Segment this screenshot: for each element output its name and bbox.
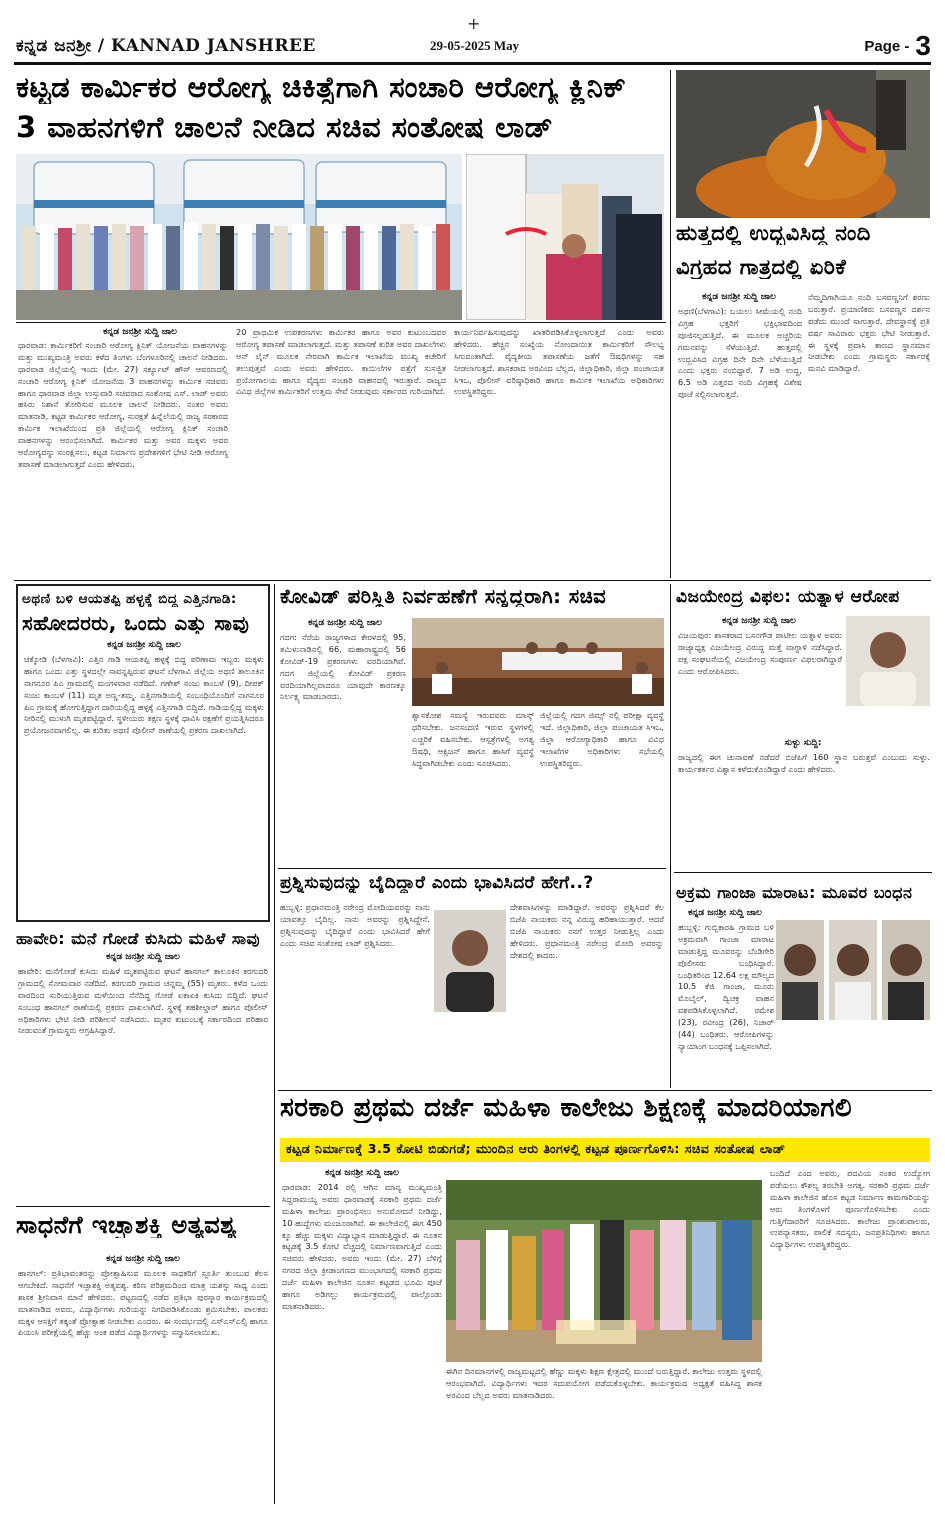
college-byline: ಕನ್ನಡ ಜನಶ್ರೀ ಸುದ್ದಿ ಜಾಲ	[325, 1168, 399, 1178]
college-body-right: ಬಂದಿದೆ ಎಂದ ಅವರು, ಪದವಿಯ ನಂತರ ಉದ್ಯೋಗ ಪಡೆಯಲು ಕೌಶಲ್ಯ ತರಬೇತಿ ಅಗತ್ಯ. ಸರಕಾರಿ ಪ್ರಥಮ ದರ್ಜೆ ಮಹಿಳಾ ಕಾಲೇಜಿನ ಹೊಸ ಕಟ್ಟಡ ನಿರ್ಮಾಣ ಕಾಮಗಾರಿಯನ್ನು ಆರು ತಿಂಗಳೊಳಗೆ ಪೂರ್ಣಗೊಳಿಸಬೇಕು ಎಂದು ಗುತ್ತಿಗೆದಾರರಿಗೆ ಸೂಚಿಸಿದರು. ಕಾಲೇಜು ಪ್ರಾಂಶುಪಾಲರು, ಉಪನ್ಯಾಸಕರು, ಪಾಲಿಕೆ ಸದಸ್ಯರು, ಜನಪ್ರತಿನಿಧಿಗಳು ಹಾಗೂ ವಿದ್ಯಾರ್ಥಿಗಳು ಉಪಸ್ಥಿತರಿದ್ದರು.	[770, 1168, 930, 1250]
haveri-headline: ಹಾವೇರಿ: ಮನೆ ಗೋಡೆ ಕುಸಿದು ಮಹಿಳೆ ಸಾವು	[16, 930, 261, 948]
section-rule-4	[674, 872, 932, 873]
college-subhead: ಕಟ್ಟಡ ನಿರ್ಮಾಣಕ್ಕೆ 3.5 ಕೋಟಿ ಬಿಡುಗಡೆ; ಮುಂದಿನ ಆರು ತಿಂಗಳಲ್ಲಿ ಕಟ್ಟಡ ಪೂರ್ಣಗೊಳಿಸಿ: ಸಚಿವ ಸಂತೋಷ ಲಾಡ್	[286, 1142, 786, 1156]
covid-body-col2: ಶ್ವಾಸಕೋಶ ಸಮಸ್ಯೆ ಇರುವವರು ಮಾಸ್ಕ್ ಧರಿಸಬೇಕು. ಜನಸಂದಣಿ ಇರುವ ಸ್ಥಳಗಳಲ್ಲಿ ಎಚ್ಚರಿಕೆ ವಹಿಸಬೇಕು. ಆಸ್ಪತ್ರೆಗಳಲ್ಲಿ ಅಗತ್ಯ ಔಷಧಿ, ಆಕ್ಸಿಜನ್ ಹಾಗೂ ಹಾಸಿಗೆ ವ್ಯವಸ್ಥೆ ಸಿದ್ಧವಾಗಿಡಬೇಕು ಎಂದು ಸೂಚಿಸಿದರು.	[412, 710, 534, 768]
nandi-body-col2: ನೆಮ್ಮದಿಗಾಗಿಯೂ ನಂದಿ ಬಸವಣ್ಣನಿಗೆ ಶರಣು ಬರುತ್ತಾರೆ. ಪ್ರಯಾಣಿಕರು ಬಸವಣ್ಣನ ದರ್ಶನ ಪಡೆದು ಮುಂದೆ ಸಾಗುತ್ತಾರೆ. ದೇವಸ್ಥಾನಕ್ಕೆ ಪ್ರತಿ ವರ್ಷ ಸಾವಿರಾರು ಭಕ್ತರು ಭೇಟಿ ನೀಡುತ್ತಾರೆ. ಈ ಸ್ಥಳಕ್ಕೆ ಪ್ರವಾಸಿ ತಾಣದ ಸ್ಥಾನಮಾನ ನೀಡಬೇಕು ಎಂದು ಗ್ರಾಮಸ್ಥರು ಸರ್ಕಾರಕ್ಕೆ ಮನವಿ ಮಾಡಿದ್ದಾರೆ.	[808, 292, 930, 374]
nandi-headline-2: ವಿಗ್ರಹದ ಗಾತ್ರದಲ್ಲಿ ಏರಿಕೆ	[676, 256, 847, 279]
prashne-headline: ಪ್ರಶ್ನಿಸುವುದನ್ನು ಬೈದಿದ್ದಾರೆ ಎಂದು ಭಾವಿಸಿದರೆ ಹೇಗೆ..?	[280, 874, 594, 893]
registration-mark: +	[467, 14, 481, 33]
masthead	[0, 0, 945, 62]
saadhane-headline: ಸಾಧನೆಗೆ ಇಚ್ಛಾಶಕ್ತಿ ಅತ್ಯವಶ್ಯ	[16, 1212, 238, 1239]
section-rule-1	[14, 580, 931, 581]
lead-body-col1: ಧಾರವಾಡ: ಕಾರ್ಮಿಕರಿಗೆ ಸಂಚಾರಿ ಆರೋಗ್ಯ ಕ್ಲಿನಿಕ್ ಯೋಜನೆಯ ವಾಹನಗಳನ್ನು ಮತ್ತು ಮುಖ್ಯಮಂತ್ರಿ ಅವರು ಕಳೆದ ತಿಂಗಳು ಬೆಂಗಳೂರಿನಲ್ಲಿ ಚಾಲನೆ ನೀಡಿದರು. ಧಾರವಾಡ ಜಿಲ್ಲೆಯಲ್ಲಿ ಇಂದು (ಮೇ. 27) ಸರ್ಕ್ಯೂಟ್ ಹೌಸ್ ಆವರಣದಲ್ಲಿ ಸಂಚಾರಿ ಆರೋಗ್ಯ ಕ್ಲಿನಿಕ್ ಯೋಜನೆಯ 3 ವಾಹನಗಳನ್ನು ಕಾರ್ಮಿಕ ಸಚಿವರು ಹಾಗೂ ಧಾರವಾಡ ಜಿಲ್ಲಾ ಉಸ್ತುವಾರಿ ಸಚಿವರಾದ ಸಂತೋಷ ಎಸ್. ಲಾಡ್ ಅವರು ಹಸಿರು ನಿಶಾನೆ ತೋರಿಸುವ ಮೂಲಕ ಚಾಲನೆ ನೀಡಿದರು. ನಂತರ ಅವರು ಮಾತನಾಡಿ, ಕಟ್ಟಡ ಕಾರ್ಮಿಕರ ಆರೋಗ್ಯ, ಸುರಕ್ಷತೆ ಹಿನ್ನೆಲೆಯಲ್ಲಿ ರಾಜ್ಯ ಸರಕಾರದ ಕಾರ್ಮಿಕ ಇಲಾಖೆಯಿಂದ ಪ್ರತಿ ಜಿಲ್ಲೆಯಲ್ಲಿ ಆರೋಗ್ಯ ಕ್ಲಿನಿಕ್ ಸಂಚಾರಿ ವಾಹನಗಳನ್ನು ಆರಂಭಿಸಲಾಗಿದೆ. ಕಾರ್ಮಿಕರ ಮತ್ತು ಅವರ ಮಕ್ಕಳು ಅವರ ಆರೋಗ್ಯವನ್ನು ಸಂರಕ್ಷಿಸಲು, ಕಟ್ಟಡ ನಿರ್ಮಾಣ ಪ್ರದೇಶಗಳಿಗೆ ಭೇಟಿ ನೀಡಿ ಆರೋಗ್ಯ ತಪಾಸಣೆ ಮಾಡಲಾಗುತ್ತದೆ ಎಂದು ಹೇಳಿದರು.	[18, 340, 228, 469]
vijayendra-body-2: ರಾಜ್ಯದಲ್ಲಿ ಈಗ ಚುನಾವಣೆ ನಡೆದರೆ ಬಿಜೆಪಿಗೆ 160 ಸ್ಥಾನ ಬರುತ್ತವೆ ಎಂಬುದು ಸುಳ್ಳು. ಕಾರ್ಯಕರ್ತರ ವಿಶ್ವಾಸ ಕಳೆದುಕೊಂಡಿದ್ದಾರೆ ಎಂದು ಹೇಳಿದರು.	[678, 752, 930, 774]
vijayendra-body: ವಿಜಯಪುರ: ಶಾಸಕರಾದ ಬಸನಗೌಡ ಪಾಟೀಲ ಯತ್ನಾಳ ಅವರು ರಾಜ್ಯಾಧ್ಯಕ್ಷ ವಿಜಯೇಂದ್ರ ವಿರುದ್ಧ ಮತ್ತೆ ವಾಗ್ದಾಳಿ ನಡೆಸಿದ್ದಾರೆ. ಪಕ್ಷ ಸಂಘಟನೆಯಲ್ಲಿ ವಿಜಯೇಂದ್ರ ಸಂಪೂರ್ಣ ವಿಫಲರಾಗಿದ್ದಾರೆ ಎಂದು ಆರೋಪಿಸಿದರು.	[678, 630, 842, 676]
prashne-body-right: ದೇಶವಾಸಿಗಳನ್ನು ಮಾಡಿದ್ದಾರೆ. ಅವರನ್ನು ಪ್ರಶ್ನಿಸಿದರೆ ಕೆಲ ಬಿಜೆಪಿ ನಾಯಕರು ನನ್ನ ವಿರುದ್ಧ ಹರಿಹಾಯುತ್ತಾರೆ. ಆದರೆ ಬಿಜೆಪಿ ನಾಯಕರು ನನಗೆ ಉತ್ತರ ನೀಡುತ್ತಿಲ್ಲ ಎಂದು ಹೇಳಿದರು. ಪ್ರಧಾನಮಂತ್ರಿ ನರೇಂದ್ರ ಮೋದಿ ಅವರನ್ನು ದೇಶದಲ್ಲಿ ಕಾದರು.	[510, 902, 664, 960]
prashne-body-left: ಹುಬ್ಬಳ್ಳಿ: ಪ್ರಧಾನಮಂತ್ರಿ ನರೇಂದ್ರ ಮೋದಿಯವರನ್ನು ನಾನು ಯಾವತ್ತೂ ಬೈದಿಲ್ಲ. ನಾನು ಅವರನ್ನು ಪ್ರಶ್ನಿಸಿದ್ದೇನೆ. ಪ್ರಶ್ನಿಸುವುದನ್ನು ಬೈದಿದ್ದಾರೆ ಎಂದು ಭಾವಿಸಿದರೆ ಹೇಗೆ ಎಂದು ಸಚಿವ ಸಂತೋಷ ಲಾಡ್ ಪ್ರಶ್ನಿಸಿದರು.	[280, 902, 430, 948]
lead-body-col3: ಕಾರ್ಯನಿರ್ವಹಿಸುವುದನ್ನು ಖಾತರಿಪಡಿಸಿಕೊಳ್ಳಲಾಗುತ್ತದೆ ಎಂದು ಅವರು ಹೇಳಿದರು. ಹೆಚ್ಚಿನ ಸಂಖ್ಯೆಯ ನೋಂದಾಯಿತ ಕಾರ್ಮಿಕರಿಗೆ ಸೌಲಭ್ಯ ಸಿಗುವಂತಾಗಿದೆ. ವೈದ್ಯಕೀಯ ತಪಾಸಣೆಯ ಜತೆಗೆ ಔಷಧಿಗಳನ್ನು ಸಹ ನೀಡಲಾಗುತ್ತದೆ. ಶಾಸಕರಾದ ಅರವಿಂದ ಬೆಲ್ಲದ, ಜಿಲ್ಲಾಧಿಕಾರಿ, ಜಿಲ್ಲಾ ಪಂಚಾಯತ ಸಿಇಒ, ಪೊಲೀಸ್ ವರಿಷ್ಠಾಧಿಕಾರಿ ಹಾಗೂ ಕಾರ್ಮಿಕ ಇಲಾಖೆಯ ಅಧಿಕಾರಿಗಳು ಉಪಸ್ಥಿತರಿದ್ದರು.	[454, 327, 664, 397]
lead-byline: ಕನ್ನಡ ಜನಶ್ರೀ ಸುದ್ದಿ ಜಾಲ	[103, 327, 177, 337]
saadhane-byline: ಕನ್ನಡ ಜನಶ್ರೀ ಸುದ್ದಿ ಜಾಲ	[106, 1254, 180, 1264]
newspaper-brand: ಕನ್ನಡ ಜನಶ್ರೀ / KANNAD JANSHREE	[16, 36, 316, 56]
athani-headline-2: ಸಹೋದರರು, ಒಂದು ಎತ್ತು ಸಾವು	[22, 612, 250, 634]
issue-date: 29-05-2025 May	[430, 38, 520, 53]
masthead-rule	[14, 62, 931, 65]
covid-body-col1: ಗದಗ: ನೆರೆಯ ರಾಜ್ಯಗಳಾದ ಕೇರಳದಲ್ಲಿ 95, ತಮಿಳುನಾಡಿನಲ್ಲಿ 66, ಮಹಾರಾಷ್ಟ್ರದಲ್ಲಿ 56 ಕೋವಿಡ್-19 ಪ್ರಕರಣಗಳು ವರದಿಯಾಗಿವೆ. ಗದಗ ಜಿಲ್ಲೆಯಲ್ಲಿ ಕೋವಿಡ್ ಪ್ರಕರಣ ವರದಿಯಾಗಿಲ್ಲವಾದರೂ ಯಾವುದೇ ಕಾರಣಕ್ಕೂ ನಿರ್ಲಕ್ಷ್ಯ ಮಾಡಬಾರದು.	[280, 632, 406, 702]
athani-headline-1: ಅಥಣಿ ಬಳಿ ಆಯತಪ್ಪಿ ಹಳ್ಳಕ್ಕೆ ಬಿದ್ದ ಎತ್ತಿನಗಾಡಿ:	[22, 592, 237, 607]
lead-headline-2: 3 ವಾಹನಗಳಿಗೆ ಚಾಲನೆ ನೀಡಿದ ಸಚಿವ ಸಂತೋಷ ಲಾಡ್	[16, 112, 554, 144]
lead-photo-flagoff	[466, 154, 664, 320]
athani-byline: ಕನ್ನಡ ಜನಶ್ರೀ ಸುದ್ದಿ ಜಾಲ	[107, 640, 181, 650]
column-divider-3	[670, 584, 671, 1088]
vijayendra-portrait	[846, 616, 930, 706]
covid-headline: ಕೋವಿಡ್ ಪರಿಸ್ಥಿತಿ ನಿರ್ವಹಣೆಗೆ ಸನ್ನದ್ಧರಾಗಿ: ಸಚಿವ	[280, 586, 607, 608]
column-divider-1	[670, 70, 671, 578]
ganja-headline: ಅಕ್ರಮ ಗಾಂಜಾ ಮಾರಾಟ: ಮೂವರ ಬಂಧನ	[676, 884, 913, 902]
nandi-body-col1: ಅಥಣಿ(ಬೆಳಗಾವಿ): ಬಯಲು ಸೀಮೆಯಲ್ಲಿ ನಂದಿ ವಿಗ್ರಹ ಭಕ್ತರಿಗೆ ಭಕ್ತಿಭಾವದಿಂದ ಪೂಜಿಸಲ್ಪಡುತ್ತಿದೆ. ಈ ಮೂಲಕ ಅಚ್ಚರಿಯ ಗಮನವನ್ನು ಸೆಳೆಯುತ್ತಿದೆ. ಹುತ್ತದಲ್ಲಿ ಉದ್ಭವಿಸಿದ ವಿಗ್ರಹ ದಿನೇ ದಿನೇ ಬೆಳೆಯುತ್ತಿದೆ ಎಂದು ಭಕ್ತರು ನಂಬಿದ್ದಾರೆ. 7 ಅಡಿ ಉದ್ದ, 6.5 ಅಡಿ ಎತ್ತರದ ನಂದಿ ವಿಗ್ರಹಕ್ಕೆ ವಿಶೇಷ ಪೂಜೆ ಸಲ್ಲಿಸಲಾಗುತ್ತದೆ.	[678, 306, 802, 400]
covid-byline: ಕನ್ನಡ ಜನಶ್ರೀ ಸುದ್ದಿ ಜಾಲ	[308, 618, 382, 628]
column-divider-2	[274, 584, 275, 1504]
section-rule-5	[278, 1090, 932, 1091]
college-bhoomipooja-photo	[446, 1180, 762, 1362]
lead-photo-vans	[16, 154, 462, 320]
covid-meeting-photo	[412, 618, 664, 706]
prashne-portrait	[434, 910, 506, 1012]
athani-body: ಚಿಕ್ಕೋಡಿ (ಬೆಳಗಾವಿ): ಎತ್ತಿನ ಗಾಡಿ ಆಯತಪ್ಪಿ ಹಳ್ಳಕ್ಕೆ ಬಿದ್ದ ಪರಿಣಾಮ ಇಬ್ಬರು ಮಕ್ಕಳು ಹಾಗೂ ಒಂದು ಎತ್ತು ಸ್ಥಳದಲ್ಲೇ ಸಾವನ್ನಪ್ಪಿರುವ ಘಟನೆ ಬೆಳಗಾವಿ ಜಿಲ್ಲೆಯ ಅಥಣಿ ತಾಲೂಕಿನ ನಾಗನೂರ ಪಿಎ ಗ್ರಾಮದಲ್ಲಿ ಮಂಗಳವಾರ ನಡೆದಿದೆ. ಗಣೇಶ್ ಸಂಜು ಕಾಂಬಳೆ (9), ದೀಪಕ್ ಸಂಜು ಕಾಂಬಳೆ (11) ಮೃತ ಅಣ್ಣ-ತಮ್ಮ. ಎತ್ತಿನಗಾಡಿಯಲ್ಲಿ ಸಂಬಂಧಿಯೊಂದಿಗೆ ನಾಗನೂರ ಪಿಎ ಗ್ರಾಮಕ್ಕೆ ಹೋಗುತ್ತಿದ್ದಾಗ ದಾರಿಯಲ್ಲಿದ್ದ ಹಳ್ಳಕ್ಕೆ ಎತ್ತಿನಗಾಡಿ ಬಿದ್ದಿದೆ. ಗಾಡಿಯಲ್ಲಿದ್ದ ಮಕ್ಕಳು ನೀರಿನಲ್ಲಿ ಮುಳುಗಿ ಮೃತಪಟ್ಟಿದ್ದಾರೆ. ಸ್ಥಳೀಯರು ತಕ್ಷಣ ಸ್ಥಳಕ್ಕೆ ಧಾವಿಸಿ ರಕ್ಷಣೆಗೆ ಪ್ರಯತ್ನಿಸಿದರೂ ಪ್ರಯೋಜನವಾಗಲಿಲ್ಲ. ಈ ಕುರಿತು ಅಥಣಿ ಪೊಲೀಸ್ ಠಾಣೆಯಲ್ಲಿ ಪ್ರಕರಣ ದಾಖಲಾಗಿದೆ.	[24, 654, 264, 736]
vijayendra-byline: ಕನ್ನಡ ಜನಶ್ರೀ ಸುದ್ದಿ ಜಾಲ	[722, 616, 796, 626]
college-headline: ಸರಕಾರಿ ಪ್ರಥಮ ದರ್ಜೆ ಮಹಿಳಾ ಕಾಲೇಜು ಶಿಕ್ಷಣಕ್ಕೆ ಮಾದರಿಯಾಗಲಿ	[280, 1094, 853, 1123]
haveri-byline: ಕನ್ನಡ ಜನಶ್ರೀ ಸುದ್ದಿ ಜಾಲ	[106, 952, 180, 962]
college-body-below-photo: ಈಗಿನ ದಿನಮಾನಗಳಲ್ಲಿ ರಾಜ್ಯಮಟ್ಟದಲ್ಲಿ ಹೆಣ್ಣು ಮಕ್ಕಳು ಶಿಕ್ಷಣ ಕ್ಷೇತ್ರದಲ್ಲಿ ಮುಂದೆ ಬರುತ್ತಿದ್ದಾರೆ. ಕಾಲೇಜು ಉತ್ತಮ ಸ್ಥಳದಲ್ಲಿ ಆರಂಭವಾಗಿದೆ. ವಿದ್ಯಾರ್ಥಿಗಳು ಇದರ ಸದುಪಯೋಗ ಪಡೆದುಕೊಳ್ಳಬೇಕು. ಕಾರ್ಯಕ್ರಮದ ಅಧ್ಯಕ್ಷತೆ ವಹಿಸಿದ್ದ ಶಾಸಕ ಅರವಿಂದ ಬೆಲ್ಲದ ಅವರು ಮಾತನಾಡಿದರು.	[446, 1366, 762, 1400]
lead-headline-1: ಕಟ್ಟಡ ಕಾರ್ಮಿಕರ ಆರೋಗ್ಯ ಚಿಕಿತ್ಸೆಗಾಗಿ ಸಂಚಾರಿ ಆರೋಗ್ಯ ಕ್ಲಿನಿಕ್	[16, 72, 627, 104]
section-rule-3	[278, 868, 666, 869]
ganja-byline: ಕನ್ನಡ ಜನಶ್ರೀ ಸುದ್ದಿ ಜಾಲ	[688, 908, 762, 918]
nandi-headline-1: ಹುತ್ತದಲ್ಲಿ ಉದ್ಭವಿಸಿದ್ದ ನಂದಿ	[676, 222, 871, 245]
ganja-body: ಹುಬ್ಬಳ್ಳಿ: ಗುಬ್ಬಿಕಾರಹಿ ಗ್ರಾಮದ ಬಳಿ ಅಕ್ರಮವಾಗಿ ಗಾಂಜಾ ಮಾರಾಟ ಮಾಡುತ್ತಿದ್ದ ಮೂವರನ್ನು ಬೆಂಡಿಗೇರಿ ಪೊಲೀಸರು ಬಂಧಿಸಿದ್ದಾರೆ. ಬಂಧಿತರಿಂದ 12.64 ಲಕ್ಷ ಮೌಲ್ಯದ 10.5 ಕೆಜಿ ಗಾಂಜಾ, ಮೂರು ಮೊಬೈಲ್, ದ್ವಿಚಕ್ರ ವಾಹನ ವಶಪಡಿಸಿಕೊಳ್ಳಲಾಗಿದೆ. ರಮೇಶ (23), ರವೀಂದ್ರ (26), ನಿಜಾರ್ (44) ಬಂಧಿತರು. ಆರೋಪಿಗಳನ್ನು ನ್ಯಾಯಾಂಗ ಬಂಧನಕ್ಕೆ ಒಪ್ಪಿಸಲಾಗಿದೆ.	[678, 922, 774, 1051]
nandi-photo	[676, 70, 930, 218]
ganja-accused-photos	[776, 920, 930, 1020]
page-number: 3	[915, 30, 931, 61]
section-rule-2	[16, 1206, 270, 1207]
college-body-intro: ಧಾರವಾಡ: 2014 ರಲ್ಲಿ ಆಗಿನ ಮಾನ್ಯ ಮುಖ್ಯಮಂತ್ರಿ ಸಿದ್ದರಾಮಯ್ಯ ಅವರು ಧಾರವಾಡಕ್ಕೆ ಸರಕಾರಿ ಪ್ರಥಮ ದರ್ಜೆ ಮಹಿಳಾ ಕಾಲೇಜು ಪ್ರಾರಂಭಿಸಲು ಅನುಮೋದನೆ ನೀಡಿದ್ದು, 10 ಹುದ್ದೆಗಳು ಮಂಜೂರಾಗಿವೆ. ಈ ಕಾಲೇಜಿನಲ್ಲಿ ಈಗ 450 ಕ್ಕೂ ಹೆಚ್ಚು ಮಕ್ಕಳು ವಿದ್ಯಾಭ್ಯಾಸ ಮಾಡುತ್ತಿದ್ದಾರೆ. ಈ ನೂತನ ಕಟ್ಟಡಕ್ಕೆ 3.5 ಕೋಟಿ ವೆಚ್ಚದಲ್ಲಿ ನಿರ್ಮಾಣವಾಗುತ್ತಿದೆ ಎಂದು ಸಚಿವರು ಹೇಳಿದರು. ಅವರು ಇಂದು (ಮೇ. 27) ಬೆಳಿಗ್ಗೆ ನಗರದ ಜಿಲ್ಲಾ ಕ್ರೀಡಾಂಗಣದ ಮುಂಭಾಗದಲ್ಲಿ ಸರಕಾರಿ ಪ್ರಥಮ ದರ್ಜೆ ಮಹಿಳಾ ಕಾಲೇಜಿನ ನೂತನ ಕಟ್ಟಡದ ಭೂಮಿ ಪೂಜೆ ಹಾಗೂ ಅಡಿಗಲ್ಲು ಕಾರ್ಯಕ್ರಮದಲ್ಲಿ ಪಾಲ್ಗೊಂಡು ಮಾತನಾಡಿದರು.	[282, 1182, 442, 1311]
covid-body-col3: ಜಿಲ್ಲೆಯಲ್ಲಿ ಗದಗ ಜಿಮ್ಸ್ ನಲ್ಲಿ ಪರೀಕ್ಷಾ ವ್ಯವಸ್ಥೆ ಇದೆ. ಜಿಲ್ಲಾಧಿಕಾರಿ, ಜಿಲ್ಲಾ ಪಂಚಾಯತ ಸಿಇಒ, ಜಿಲ್ಲಾ ಆರೋಗ್ಯಾಧಿಕಾರಿ ಹಾಗೂ ವಿವಿಧ ಇಲಾಖೆಗಳ ಅಧಿಕಾರಿಗಳು ಸಭೆಯಲ್ಲಿ ಉಪಸ್ಥಿತರಿದ್ದರು.	[540, 710, 664, 768]
vijayendra-subhead: ಸುಳ್ಳು ಸುದ್ದಿ:	[784, 738, 822, 748]
page-indicator: Page - 3	[864, 30, 931, 61]
saadhane-body: ಹಾನಗಲ್: ಪ್ರತಿಭಾವಂತರನ್ನು ಪ್ರೋತ್ಸಾಹಿಸುವ ಮೂಲಕ ಸಾಧಕರಿಗೆ ಸ್ಪೂರ್ತಿ ತುಂಬುವ ಕೆಲಸ ಆಗಬೇಕಿದೆ. ಸಾಧನೆಗೆ ಇಚ್ಛಾಶಕ್ತಿ ಅತ್ಯವಶ್ಯ. ಕಠಿಣ ಪರಿಶ್ರಮದಿಂದ ಮಾತ್ರ ಯಶಸ್ಸು ಸಾಧ್ಯ ಎಂದು ಶಾಸಕ ಶ್ರೀನಿವಾಸ ಮಾನೆ ಹೇಳಿದರು. ಪಟ್ಟಣದಲ್ಲಿ ನಡೆದ ಪ್ರತಿಭಾ ಪುರಸ್ಕಾರ ಕಾರ್ಯಕ್ರಮದಲ್ಲಿ ಮಾತನಾಡಿದ ಅವರು, ವಿದ್ಯಾರ್ಥಿಗಳು ಗುರಿಯನ್ನು ನಿಗದಿಪಡಿಸಿಕೊಂಡು ಶ್ರಮಿಸಬೇಕು. ಪಾಲಕರು ಮಕ್ಕಳ ಆಸಕ್ತಿಗೆ ತಕ್ಕಂತೆ ಪ್ರೋತ್ಸಾಹ ನೀಡಬೇಕು ಎಂದರು. ಈ ಸಂದರ್ಭದಲ್ಲಿ ಎಸ್ಎಸ್ಎಲ್ಸಿ ಹಾಗೂ ಪಿಯುಸಿ ಪರೀಕ್ಷೆಯಲ್ಲಿ ಹೆಚ್ಚು ಅಂಕ ಪಡೆದ ವಿದ್ಯಾರ್ಥಿಗಳನ್ನು ಸನ್ಮಾನಿಸಲಾಯಿತು.	[18, 1268, 268, 1338]
lead-photo-rule	[16, 322, 666, 323]
nandi-byline: ಕನ್ನಡ ಜನಶ್ರೀ ಸುದ್ದಿ ಜಾಲ	[702, 292, 776, 302]
vijayendra-headline: ವಿಜಯೇಂದ್ರ ವಿಫಲ: ಯತ್ನಾಳ ಆರೋಪ	[676, 588, 900, 607]
lead-body-col2: 20 ಪ್ರಾಥಮಿಕ ಉಪಕರಣಗಳು ಕಾರ್ಮಿಕರ ಹಾಗೂ ಅವರ ಕುಟುಂಬದವರ ಆರೋಗ್ಯ ತಪಾಸಣೆ ಮಾಡಲಾಗುತ್ತದೆ. ಮತ್ತು ತಪಾಸಣೆ ಕುರಿತ ಅವರ ದಾಖಲೆಗಳು ಆನ್ ಲೈನ್ ಮೂಲಕ ನೇರವಾಗಿ ಕಾರ್ಮಿಕ ಇಲಾಖೆಯ ಮುಖ್ಯ ಕಚೇರಿಗೆ ತಲುಪುತ್ತವೆ ಎಂದು ಅವರು ಹೇಳಿದರು. ಕಾಯಿಲೆಗಳ ಪತ್ತೆಗೆ ಸುಸಜ್ಜಿತ ಪ್ರಯೋಗಾಲಯ ಹಾಗೂ ವೈದ್ಯರು ಸಂಚಾರಿ ವಾಹನದಲ್ಲಿ ಇರುತ್ತಾರೆ. ರಾಜ್ಯದ ವಿವಿಧ ಜಿಲ್ಲೆಗಳ ಕಾರ್ಮಿಕರಿಗೆ ಉತ್ತಮ ಸೇವೆ ನೀಡುವುದು ಸರ್ಕಾರದ ಗುರಿಯಾಗಿದೆ.	[236, 327, 446, 397]
haveri-body: ಹಾವೇರಿ: ಮನೆಗೋಡೆ ಕುಸಿದು ಮಹಿಳೆ ಮೃತಪಟ್ಟಿರುವ ಘಟನೆ ಹಾನಗಲ್ ತಾಲೂಕಿನ ಕರಗುದರಿ ಗ್ರಾಮದಲ್ಲಿ ಸೋಮವಾರ ನಡೆದಿದೆ. ಕರಗುದರಿ ಗ್ರಾಮದ ಚನ್ನಮ್ಮ (55) ಮೃತರು. ಕಳೆದ ಒಂದು ವಾರದಿಂದ ಸುರಿಯುತ್ತಿರುವ ಮಳೆಯಿಂದ ನೆನೆದಿದ್ದ ಗೋಡೆ ಏಕಾಏಕಿ ಕುಸಿದು ಬಿದ್ದಿದೆ. ಘಟನೆ ಸಂಬಂಧ ಹಾನಗಲ್ ಠಾಣೆಯಲ್ಲಿ ಪ್ರಕರಣ ದಾಖಲಾಗಿದೆ. ಸ್ಥಳಕ್ಕೆ ತಹಶೀಲ್ದಾರ್ ಹಾಗೂ ಪೊಲೀಸ್ ಅಧಿಕಾರಿಗಳು ಭೇಟಿ ನೀಡಿ ಪರಿಶೀಲನೆ ನಡೆಸಿದರು. ಮೃತರ ಕುಟುಂಬಕ್ಕೆ ಸರ್ಕಾರದಿಂದ ಪರಿಹಾರ ನೀಡುವಂತೆ ಗ್ರಾಮಸ್ಥರು ಆಗ್ರಹಿಸಿದ್ದಾರೆ.	[18, 966, 268, 1036]
